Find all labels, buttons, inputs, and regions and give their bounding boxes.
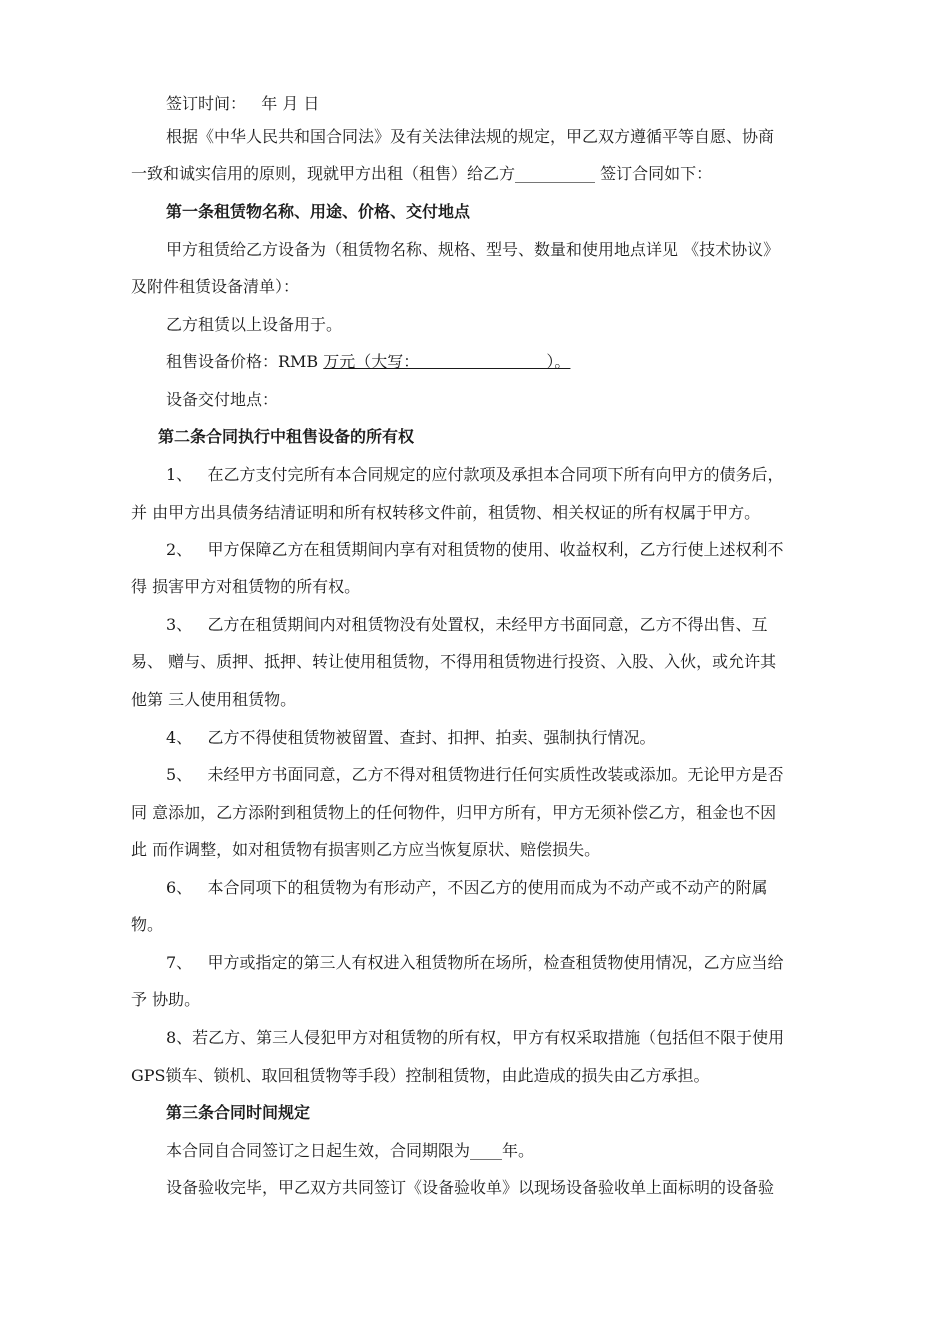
article-3-heading: 第三条合同时间规定	[166, 1103, 311, 1122]
article-1-para-1-line-2: 及附件租赁设备清单）：	[131, 277, 300, 296]
clause-8-line-1: 8、若乙方、第三人侵犯甲方对租赁物的所有权，甲方有权采取措施（包括但不限于使用	[166, 1028, 785, 1047]
price-label: 租售设备价格：RMB	[166, 352, 324, 371]
clause-7-line-1: 7、 甲方或指定的第三人有权进入租赁物所在场所，检查租赁物使用情况，乙方应当给	[166, 953, 784, 972]
article-1-price-line	[166, 352, 570, 372]
clause-1-line-2: 并 由甲方出具债务结清证明和所有权转移文件前，租赁物、相关权证的所有权属于甲方。	[131, 503, 761, 522]
article-1-delivery-place: 设备交付地点：	[166, 390, 279, 409]
article-2-heading: 第二条合同执行中租售设备的所有权	[158, 427, 415, 446]
clause-3-line-3: 他第 三人使用租赁物。	[131, 690, 297, 709]
clause-2-line-1: 2、 甲方保障乙方在租赁期间内享有对租赁物的使用、收益权利，乙方行使上述权利不	[166, 540, 784, 559]
article-1-usage: 乙方租赁以上设备用于。	[166, 315, 343, 334]
article-1-heading: 第一条租赁物名称、用途、价格、交付地点	[166, 202, 471, 221]
clause-5-line-2: 同 意添加，乙方添附到租赁物上的任何物件，归甲方所有，甲方无须补偿乙方，租金也不因	[131, 803, 777, 822]
clause-6-line-1: 6、 本合同项下的租赁物为有形动产，不因乙方的使用而成为不动产或不动产的附属	[166, 878, 768, 897]
article-1-para-1-line-1: 甲方租赁给乙方设备为（租赁物名称、规格、型号、数量和使用地点详见 《技术协议》	[166, 240, 780, 259]
clause-4: 4、 乙方不得使租赁物被留置、查封、扣押、拍卖、强制执行情况。	[166, 728, 656, 747]
clause-8-line-2: GPS锁车、锁机、取回租赁物等手段）控制租赁物，由此造成的损失由乙方承担。	[131, 1066, 710, 1085]
clause-2-line-2: 得 损害甲方对租赁物的所有权。	[131, 577, 361, 596]
clause-5-line-3: 此 而作调整，如对租赁物有损害则乙方应当恢复原状、赔偿损失。	[131, 840, 601, 859]
clause-3-line-2: 易、 赠与、质押、抵押、转让使用租赁物，不得用租赁物进行投资、入股、入伙，或允许其	[131, 652, 777, 671]
article-3-term: 本合同自合同签订之日起生效，合同期限为____年。	[166, 1141, 535, 1160]
intro-line-1: 根据《中华人民共和国合同法》及有关法律法规的规定，甲乙双方遵循平等自愿、协商	[166, 127, 775, 146]
clause-6-line-2: 物。	[131, 915, 164, 934]
article-3-acceptance: 设备验收完毕，甲乙双方共同签订《设备验收单》以现场设备验收单上面标明的设备验	[166, 1178, 775, 1197]
clause-7-line-2: 予 协助。	[131, 990, 201, 1009]
clause-1-line-1: 1、 在乙方支付完所有本合同规定的应付款项及承担本合同项下所有向甲方的债务后，	[166, 465, 784, 484]
clause-3-line-1: 3、 乙方在租赁期间内对租赁物没有处置权，未经甲方书面同意，乙方不得出售、互	[166, 615, 768, 634]
clause-5-line-1: 5、 未经甲方书面同意，乙方不得对租赁物进行任何实质性改装或添加。无论甲方是否	[166, 765, 784, 784]
sign-time: 签订时间： 年 月 日	[166, 94, 320, 113]
price-value: 万元（大写： ）。	[323, 352, 571, 371]
intro-line-2: 一致和诚实信用的原则，现就甲方出租（租售）给乙方__________ 签订合同如下：	[131, 164, 713, 183]
